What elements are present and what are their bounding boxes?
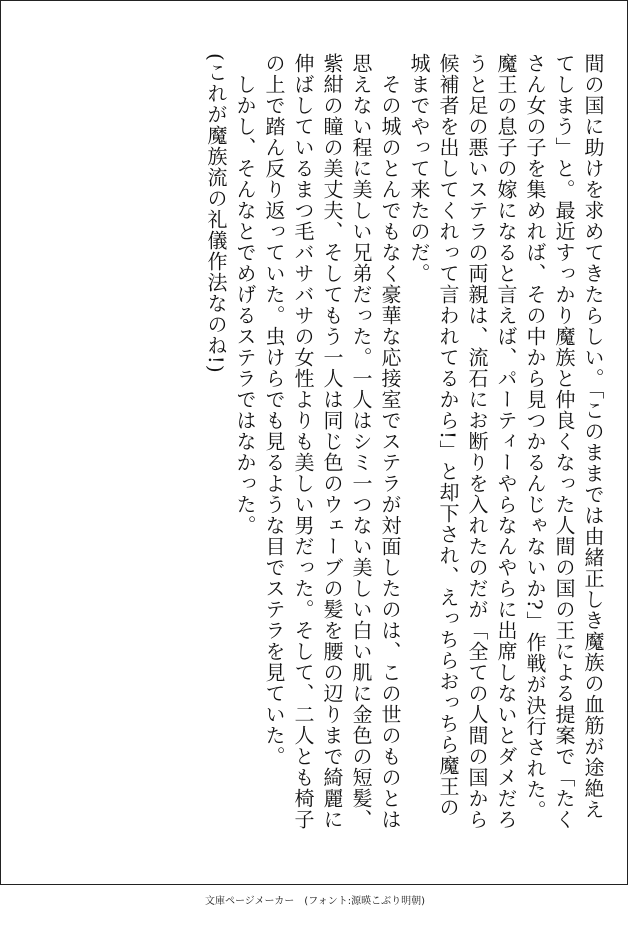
- vertical-text-body: [127, 53, 607, 833]
- paragraph-1: 間の国に助けを求めてきたらしい。「このままでは由緒正しき魔族の血筋が途絶えてしまう」と。最近すっかり魔族と仲良くなった人間の国の王による提案で「たくさん女の子を集めれば、その中から見つかるんじゃないか?」作戦が決行された。魔王の息子の嫁になると言えば、パーティーやらなんやらに出席しないとダメだろうと足の悪いステラの両親は、流石にお断りを入れたのだが「全ての人間の国から候補者を出してくれって言われてるから!」と却下され、えっちらおっちら魔王の城までやって来たのだ。: [407, 53, 605, 830]
- paragraph-3: しかし、そんなとでめげるステラではなかった。: [233, 53, 257, 536]
- paragraph-4: (これが魔族流の礼儀作法なのね!): [204, 53, 228, 374]
- paragraph-2: その城のとんでもなく豪華な応接室でステラが対面したのは、この世のものとは思えない程に美しい兄弟だった。一人はシミ一つない美しい白い肌に金色の短髪、紫紺の瞳の美丈夫、そしてもう一人は同じ色のウェーブの髪を腰の辺りまで綺麗に伸ばしているまつ毛バサバサの女性よりも美しい男だった。そして、二人とも椅子の上で踏ん反り返っていた。虫けらでも見るような目でステラを見ていた。: [262, 53, 402, 830]
- footer-credit: 文庫ページメーカー (フォント:源暎こぶり明朝): [205, 896, 425, 907]
